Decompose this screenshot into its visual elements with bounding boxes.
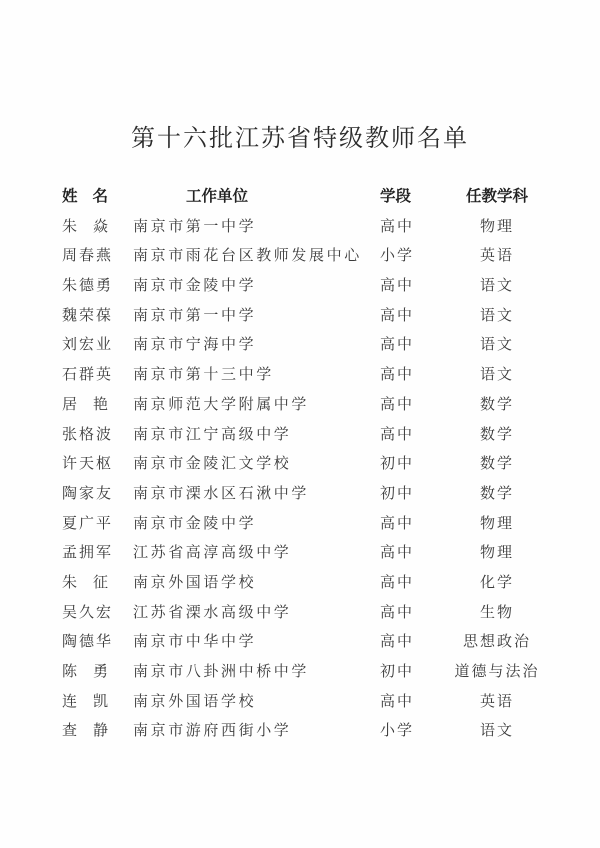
cell-name-part: 陈 — [62, 662, 78, 680]
table-row — [0, 449, 600, 479]
cell-unit: 南京市八卦洲中桥中学 — [133, 662, 310, 680]
cell-stage: 高中 — [380, 394, 415, 413]
cell-name — [62, 568, 108, 598]
cell-subject: 生物 — [479, 602, 514, 621]
table-row — [0, 509, 600, 539]
cell-name: 石群英 — [62, 365, 114, 384]
cell-unit: 江苏省溧水高级中学 — [133, 602, 292, 621]
table-row — [0, 390, 600, 420]
cell-subject: 物理 — [479, 543, 514, 562]
table-row — [0, 241, 600, 271]
table-row — [0, 687, 600, 717]
cell-name-part: 朱 — [62, 216, 78, 235]
cell-unit: 南京市溧水区石湫中学 — [133, 483, 310, 502]
table-row — [0, 627, 600, 657]
cell-unit: 南京市中华中学 — [133, 632, 257, 651]
cell-name-part: 居 — [62, 394, 78, 413]
table-row — [0, 479, 600, 509]
cell-name-part: 艳 — [92, 394, 108, 413]
cell-unit: 南京外国语学校 — [133, 572, 257, 591]
cell-subject: 英语 — [479, 691, 514, 710]
cell-stage: 高中 — [380, 632, 415, 651]
table-row — [0, 330, 600, 360]
table-body — [0, 212, 600, 746]
table-row — [0, 301, 600, 331]
header-name-part: 姓 — [62, 187, 78, 205]
header-subject: 任教学科 — [465, 187, 528, 205]
cell-unit: 南京市江宁高级中学 — [133, 424, 292, 443]
cell-name: 陶家友 — [62, 483, 114, 502]
cell-unit: 南京外国语学校 — [133, 691, 257, 710]
cell-name-part: 焱 — [92, 216, 108, 235]
cell-stage: 小学 — [380, 246, 415, 265]
cell-name: 夏广平 — [62, 513, 114, 532]
table-row — [0, 538, 600, 568]
header-name-part: 名 — [92, 187, 108, 205]
cell-unit: 南京市金陵汇文学校 — [133, 454, 292, 473]
table-row — [0, 657, 600, 687]
cell-stage: 高中 — [380, 513, 415, 532]
cell-name — [62, 687, 108, 717]
cell-subject: 语文 — [479, 305, 514, 324]
cell-name-part: 凯 — [92, 691, 108, 710]
cell-subject: 数学 — [479, 454, 514, 473]
cell-stage: 高中 — [380, 572, 415, 591]
cell-name: 陶德华 — [62, 632, 114, 651]
cell-name: 魏荣葆 — [62, 305, 114, 324]
cell-name: 刘宏业 — [62, 335, 114, 354]
table-row — [0, 568, 600, 598]
cell-stage: 初中 — [380, 454, 415, 473]
cell-unit: 江苏省高淳高级中学 — [133, 543, 292, 562]
cell-subject: 语文 — [479, 335, 514, 354]
cell-name: 张格波 — [62, 424, 114, 443]
cell-unit: 南京市金陵中学 — [133, 513, 257, 532]
cell-unit: 南京市第十三中学 — [133, 365, 274, 384]
cell-unit: 南京市第一中学 — [133, 305, 257, 324]
cell-unit: 南京市第一中学 — [133, 216, 257, 235]
cell-stage: 高中 — [380, 602, 415, 621]
document-title: 第十六批江苏省特级教师名单 — [131, 124, 469, 152]
cell-name — [62, 716, 108, 746]
cell-stage: 高中 — [380, 276, 415, 295]
cell-subject: 语文 — [479, 276, 514, 295]
table-header-row — [0, 182, 600, 212]
cell-subject: 数学 — [479, 394, 514, 413]
header-name — [62, 182, 108, 212]
cell-name: 吴久宏 — [62, 602, 114, 621]
cell-subject: 道德与法治 — [454, 662, 540, 680]
cell-stage: 高中 — [380, 305, 415, 324]
table-row — [0, 716, 600, 746]
cell-stage: 初中 — [380, 662, 415, 680]
cell-stage: 高中 — [380, 691, 415, 710]
cell-stage: 小学 — [380, 721, 415, 740]
table-row — [0, 212, 600, 242]
cell-name-part: 连 — [62, 691, 78, 710]
cell-stage: 高中 — [380, 216, 415, 235]
cell-subject: 物理 — [479, 513, 514, 532]
cell-unit: 南京师范大学附属中学 — [133, 394, 310, 413]
cell-subject: 化学 — [479, 572, 514, 591]
cell-unit: 南京市游府西街小学 — [133, 721, 292, 740]
cell-unit: 南京市宁海中学 — [133, 335, 257, 354]
cell-name-part: 静 — [92, 721, 108, 740]
cell-subject: 英语 — [479, 246, 514, 265]
table-row — [0, 598, 600, 628]
cell-name-part: 查 — [62, 721, 78, 740]
cell-unit: 南京市雨花台区教师发展中心 — [133, 246, 362, 265]
cell-stage: 高中 — [380, 424, 415, 443]
cell-name-part: 勇 — [92, 662, 108, 680]
header-stage: 学段 — [380, 187, 412, 205]
table-row — [0, 360, 600, 390]
cell-subject: 语文 — [479, 721, 514, 740]
cell-subject: 语文 — [479, 365, 514, 384]
cell-subject: 数学 — [479, 424, 514, 443]
cell-name — [62, 390, 108, 420]
cell-name: 孟拥军 — [62, 543, 114, 562]
table-row — [0, 271, 600, 301]
cell-stage: 高中 — [380, 335, 415, 354]
table-row — [0, 420, 600, 450]
cell-stage: 初中 — [380, 483, 415, 502]
cell-name: 许天枢 — [62, 454, 114, 473]
header-unit: 工作单位 — [185, 187, 248, 205]
cell-stage: 高中 — [380, 543, 415, 562]
cell-name — [62, 212, 108, 242]
cell-subject: 思想政治 — [462, 632, 531, 651]
cell-stage: 高中 — [380, 365, 415, 384]
cell-name-part: 朱 — [62, 572, 78, 591]
cell-name — [62, 657, 108, 687]
cell-unit: 南京市金陵中学 — [133, 276, 257, 295]
cell-name: 周春燕 — [62, 246, 114, 265]
cell-name: 朱德勇 — [62, 276, 114, 295]
cell-subject: 物理 — [479, 216, 514, 235]
cell-subject: 数学 — [479, 483, 514, 502]
teacher-list-table — [0, 182, 600, 746]
cell-name-part: 征 — [92, 572, 108, 591]
